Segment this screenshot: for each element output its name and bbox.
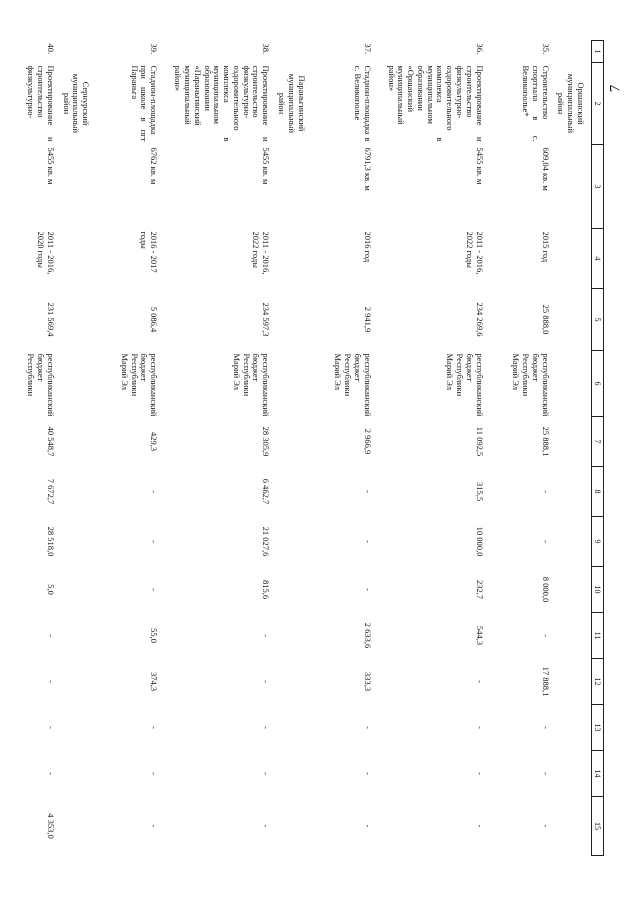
cell-capacity: 6791,3 кв. м xyxy=(362,147,373,191)
page-number: 7 xyxy=(607,84,624,93)
section-row xyxy=(57,41,96,856)
section-title: Сернурский муниципальный район xyxy=(61,73,92,134)
section-row xyxy=(552,41,592,856)
cell-c13: - xyxy=(45,726,56,729)
cell-source: республиканский бюджет Республики Марий Эл xyxy=(231,353,272,417)
section-row xyxy=(272,41,311,856)
cell-c11: 2 633,6 xyxy=(362,622,373,649)
column-number: 6 xyxy=(591,351,603,417)
cell-c10: - xyxy=(149,588,160,591)
cell-c15: - xyxy=(149,824,160,828)
cell-c9: 28 518,0 xyxy=(45,526,56,557)
cell-total: 11 092,5 xyxy=(474,426,485,457)
cell-c13: - xyxy=(362,726,373,729)
cell-period: 2016 - 2017 годы xyxy=(139,231,160,273)
cell-name: Проектирование и строительство физкультурно- xyxy=(26,65,56,142)
cell-name: Строительство спортзала в с. Великополье* xyxy=(520,65,551,142)
cell-capacity: 5455 кв. м xyxy=(474,147,485,185)
cell-source: республиканский бюджет Республики Марий Эл xyxy=(511,353,551,417)
cell-period: 2016 год xyxy=(362,231,373,263)
column-number: 14 xyxy=(591,751,603,797)
cell-c14: - xyxy=(149,772,160,775)
section-title: Параньгинский муниципальный район xyxy=(276,73,307,134)
cell-name: Проектирование и строительство физкультурно-оздоровительного комплекса в муниципальном образовании «Параньгинский муниципальный район» xyxy=(173,65,272,142)
cell-cost: 231 569,4 xyxy=(45,302,56,337)
cell-c10: 8 000,0 xyxy=(540,576,551,603)
cell-c11: - xyxy=(45,634,56,637)
cell-c8: 6 462,7 xyxy=(261,478,272,505)
cell-c12: - xyxy=(261,680,272,683)
cell-capacity: 6762 кв. м xyxy=(149,147,160,185)
cell-c12: 17 888,1 xyxy=(540,666,551,697)
column-number: 15 xyxy=(591,797,603,856)
cell-c12: - xyxy=(474,680,485,683)
cell-cost: 25 888,0 xyxy=(540,304,551,335)
column-number: 4 xyxy=(591,229,603,289)
cell-total: 25 888,1 xyxy=(540,426,551,457)
cell-total: 2 966,9 xyxy=(362,428,373,455)
cell-c12: 333,3 xyxy=(362,671,373,692)
cell-c14: - xyxy=(261,772,272,775)
column-number: 10 xyxy=(591,567,603,613)
cell-c11: 544,3 xyxy=(474,625,485,646)
cell-n: 37. xyxy=(362,43,373,55)
column-number: 12 xyxy=(591,659,603,705)
cell-capacity: 609,04 кв. м xyxy=(540,147,551,191)
cell-c15: - xyxy=(474,824,485,828)
cell-total: 429,3 xyxy=(149,431,160,452)
cell-n: 36. xyxy=(474,43,485,55)
table-row xyxy=(160,41,272,856)
cell-total: 40 548,7 xyxy=(45,426,56,457)
cell-c8: 7 672,7 xyxy=(45,478,56,505)
cell-period: 2015 год xyxy=(540,231,551,263)
cell-c8: 315,5 xyxy=(474,481,485,502)
cell-source: республиканский бюджет Республики Марий Эл xyxy=(445,353,485,417)
cell-c12: 374,3 xyxy=(149,671,160,692)
cell-c8: - xyxy=(149,490,160,493)
column-number: 7 xyxy=(591,417,603,467)
cell-c13: - xyxy=(540,726,551,729)
cell-c10: 232,7 xyxy=(474,579,485,600)
cell-c10: 815,6 xyxy=(261,579,272,600)
cell-c8: - xyxy=(362,490,373,493)
cell-total: 28 305,9 xyxy=(261,426,272,457)
cell-cost: 234 597,3 xyxy=(261,302,272,337)
column-number: 2 xyxy=(591,63,603,145)
cell-n: 38. xyxy=(261,43,272,55)
cell-c15: - xyxy=(261,824,272,828)
cell-c10: - xyxy=(362,588,373,591)
cell-period: 2011 - 2016, 2022 годы xyxy=(251,231,272,275)
cell-period: 2011 - 2016, 2020 годы xyxy=(36,231,56,275)
cell-c9: 21 027,6 xyxy=(261,526,272,557)
cell-c12: - xyxy=(45,680,56,683)
cell-cost: 5 086,4 xyxy=(149,306,160,333)
cell-c11: - xyxy=(540,634,551,637)
table-row xyxy=(312,41,374,856)
cell-name: Проектирование и строительство физкультурно-оздоровительного комплекса в муниципальном образовании «Оршанский муниципальный район» xyxy=(386,65,485,142)
cell-c9: 10 000,0 xyxy=(474,526,485,557)
cell-n: 40. xyxy=(45,43,56,55)
cell-c13: - xyxy=(149,726,160,729)
cell-c14: - xyxy=(540,772,551,775)
cell-n: 39. xyxy=(149,43,160,55)
column-number: 11 xyxy=(591,613,603,659)
cell-source: республиканский бюджет Республики Марий Эл xyxy=(119,353,160,417)
cell-c15: - xyxy=(362,824,373,828)
cell-c11: - xyxy=(261,634,272,637)
cell-source: республиканский бюджет Республики Марий Эл xyxy=(333,353,373,417)
cell-c13: - xyxy=(261,726,272,729)
cell-c8: - xyxy=(540,490,551,493)
cell-capacity: 5455 кв. м xyxy=(261,147,272,185)
table-row xyxy=(0,41,57,856)
cell-c9: - xyxy=(149,540,160,543)
column-number: 1 xyxy=(591,41,603,63)
cell-c11: 55,0 xyxy=(149,628,160,643)
section-title: Оршанский муниципальный район xyxy=(556,73,586,134)
cell-source: республиканский бюджет Республики xyxy=(26,353,56,417)
cell-c13: - xyxy=(474,726,485,729)
cell-name: Стадион-площадка в с. Великополье xyxy=(352,65,373,142)
cell-period: 2011 - 2016, 2022 годы xyxy=(464,231,485,275)
column-number: 9 xyxy=(591,517,603,567)
cell-capacity: 5455 кв. м xyxy=(45,147,56,185)
cell-cost: 2 941,9 xyxy=(362,306,373,333)
column-number: 13 xyxy=(591,705,603,751)
cell-c9: - xyxy=(362,540,373,543)
cell-c10: 5,0 xyxy=(45,584,56,595)
cell-c15: 4 353,0 xyxy=(45,813,56,839)
cell-c14: - xyxy=(45,772,56,775)
cell-name: Стадион-площадка при школе в пгт Параньга xyxy=(129,65,160,142)
cell-c15: - xyxy=(540,824,551,828)
table-row xyxy=(486,41,552,856)
table-row xyxy=(374,41,486,856)
cell-c14: - xyxy=(474,772,485,775)
column-number: 5 xyxy=(591,289,603,351)
column-number-row xyxy=(591,41,603,856)
cell-n: 35. xyxy=(540,43,551,55)
investment-table xyxy=(0,40,604,856)
column-number: 8 xyxy=(591,467,603,517)
column-number: 3 xyxy=(591,145,603,229)
cell-cost: 234 269,6 xyxy=(474,302,485,337)
cell-c9: - xyxy=(540,540,551,543)
table-row xyxy=(96,41,160,856)
cell-c14: - xyxy=(362,772,373,775)
